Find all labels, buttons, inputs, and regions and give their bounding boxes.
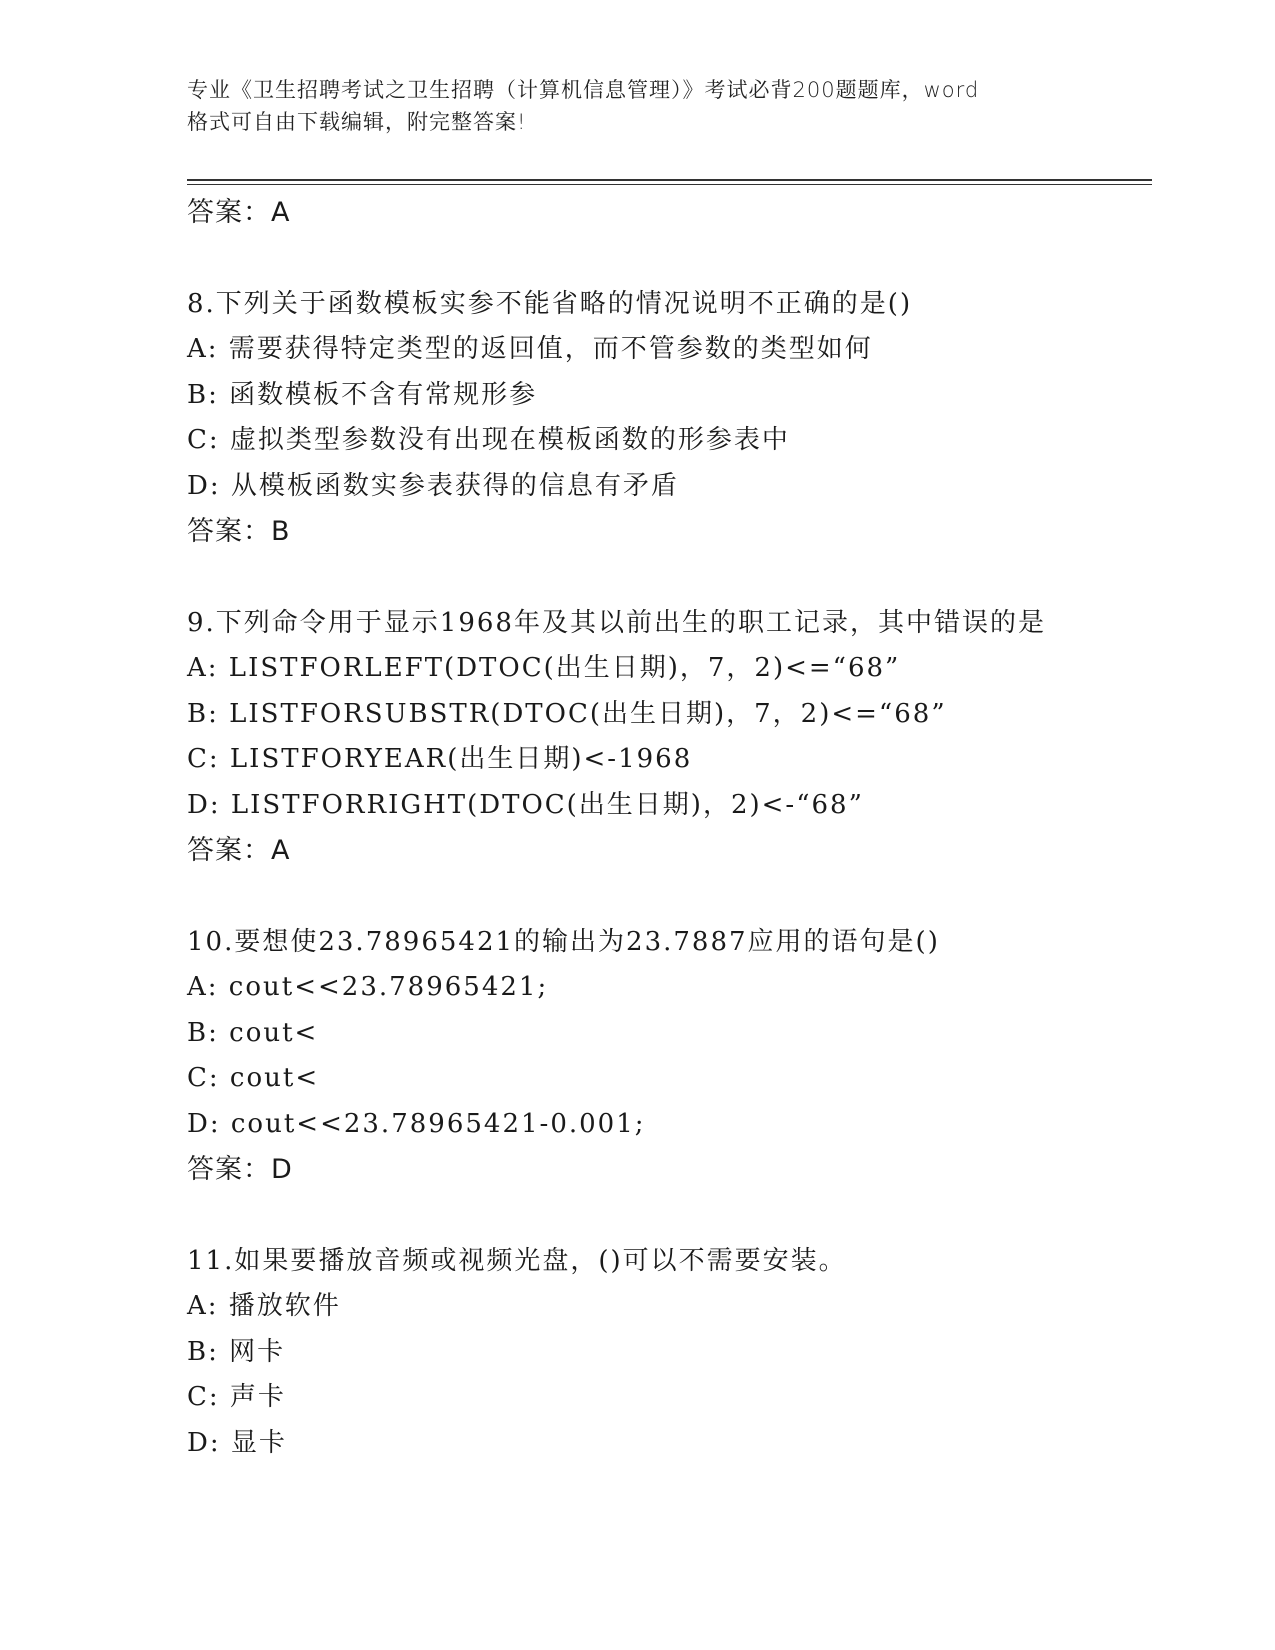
option-d: D: cout<<23.78965421-0.001;	[187, 1108, 646, 1139]
option-c: C: LISTFORYEAR(出生日期)<-1968	[187, 744, 693, 774]
option-a: A: 播放软件	[187, 1291, 341, 1321]
option-a: A: 需要获得特定类型的返回值，而不管参数的类型如何	[187, 334, 873, 364]
option-c: C: 声卡	[187, 1382, 286, 1412]
header-line-1: 专业《卫生招聘考试之卫生招聘（计算机信息管理）》考试必背200题题库，word	[187, 78, 980, 102]
question-stem: 11.如果要播放音频或视频光盘，()可以不需要安装。	[187, 1245, 847, 1276]
answer-line: 答案：B	[187, 516, 291, 547]
answer-line: 答案：A	[187, 835, 291, 866]
option-b: B: 函数模板不含有常规形参	[187, 379, 538, 410]
question-list	[187, 190, 1152, 1466]
question-block	[187, 1239, 1152, 1467]
option-b: B: cout<	[187, 1017, 319, 1048]
option-d: D: 从模板函数实参表获得的信息有矛盾	[187, 470, 679, 501]
question-block	[187, 601, 1152, 874]
question-block	[187, 920, 1152, 1193]
option-d: D: LISTFORRIGHT(DTOC(出生日期)，2)<-“68”	[187, 789, 864, 820]
answer-line: 答案：A	[187, 197, 291, 228]
spacer	[187, 1193, 1152, 1239]
answer-line: 答案：D	[187, 1154, 293, 1185]
question-stem: 9.下列命令用于显示1968年及其以前出生的职工记录，其中错误的是	[187, 607, 1046, 638]
question-stem: 10.要想使23.78965421的输出为23.7887应用的语句是()	[187, 926, 940, 957]
option-d: D: 显卡	[187, 1427, 287, 1458]
option-b: B: LISTFORSUBSTR(DTOC(出生日期)，7，2)<=“68”	[187, 698, 947, 729]
header-divider-thick	[187, 179, 1152, 181]
option-c: C: cout<	[187, 1063, 320, 1093]
header-divider-thin	[187, 184, 1152, 185]
spacer	[187, 236, 1152, 282]
question-stem: 8.下列关于函数模板实参不能省略的情况说明不正确的是()	[187, 288, 913, 319]
option-c: C: 虚拟类型参数没有出现在模板函数的形参表中	[187, 425, 790, 455]
header-line-2: 格式可自由下载编辑，附完整答案!	[187, 110, 527, 134]
question-block	[187, 282, 1152, 555]
option-a: A: LISTFORLEFT(DTOC(出生日期)，7，2)<=“68”	[187, 653, 901, 683]
option-a: A: cout<<23.78965421;	[187, 972, 549, 1002]
spacer	[187, 555, 1152, 601]
document-header	[187, 74, 1087, 138]
spacer	[187, 874, 1152, 920]
option-b: B: 网卡	[187, 1336, 286, 1367]
